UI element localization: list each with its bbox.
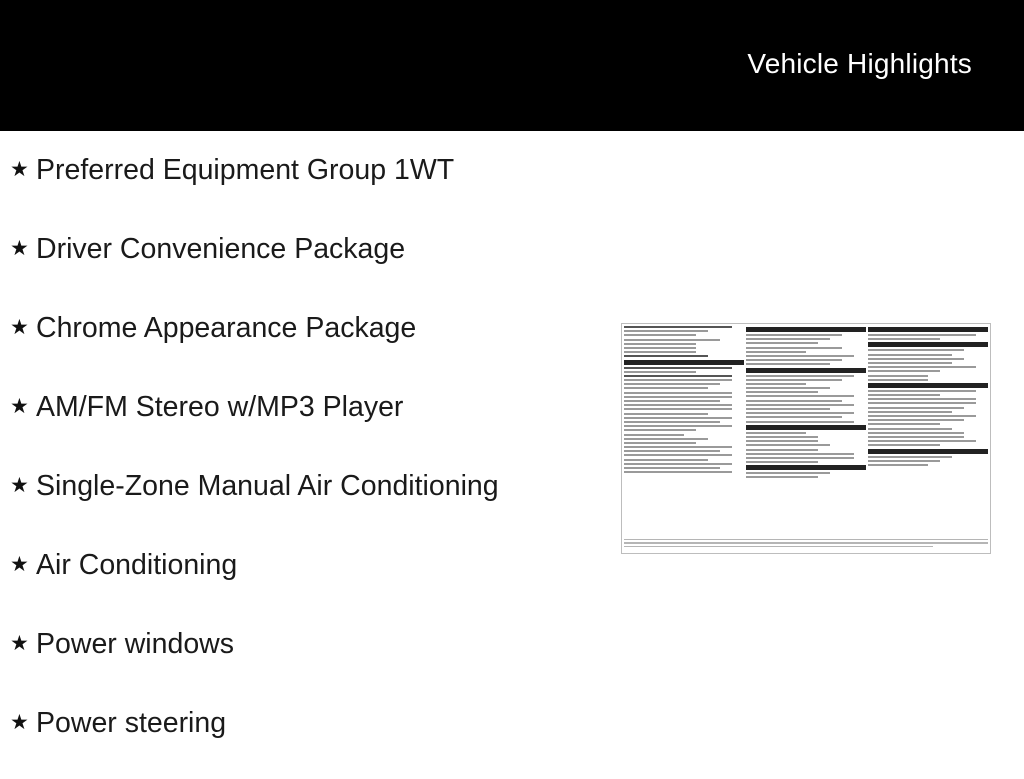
list-item [10, 305, 499, 384]
highlight-label: Air Conditioning [36, 549, 238, 581]
list-item [10, 226, 499, 305]
highlight-label: Power windows [36, 628, 234, 660]
sticker-column [868, 326, 988, 531]
highlight-label: Chrome Appearance Package [36, 312, 417, 344]
star-icon: ★ [10, 553, 29, 576]
list-item [10, 542, 499, 621]
list-item [10, 621, 499, 700]
page-title: Vehicle Highlights [747, 48, 972, 79]
star-icon: ★ [10, 316, 29, 339]
highlight-label: Power steering [36, 707, 227, 739]
highlight-label: AM/FM Stereo w/MP3 Player [36, 391, 404, 423]
star-icon: ★ [10, 158, 29, 181]
star-icon: ★ [10, 474, 29, 497]
star-icon: ★ [10, 395, 29, 418]
list-item [10, 700, 499, 779]
highlight-label: Driver Convenience Package [36, 233, 406, 265]
sticker-fine-print [624, 539, 988, 550]
header-bar [0, 0, 1024, 131]
list-item [10, 147, 499, 226]
highlights-list [10, 147, 499, 779]
star-icon: ★ [10, 632, 29, 655]
list-item [10, 384, 499, 463]
star-icon: ★ [10, 237, 29, 260]
sticker-column [746, 326, 866, 531]
list-item [10, 463, 499, 542]
highlight-label: Preferred Equipment Group 1WT [36, 154, 455, 186]
sticker-column [624, 326, 744, 531]
highlight-label: Single-Zone Manual Air Conditioning [36, 470, 499, 502]
star-icon: ★ [10, 711, 29, 734]
window-sticker-image[interactable] [621, 323, 991, 554]
